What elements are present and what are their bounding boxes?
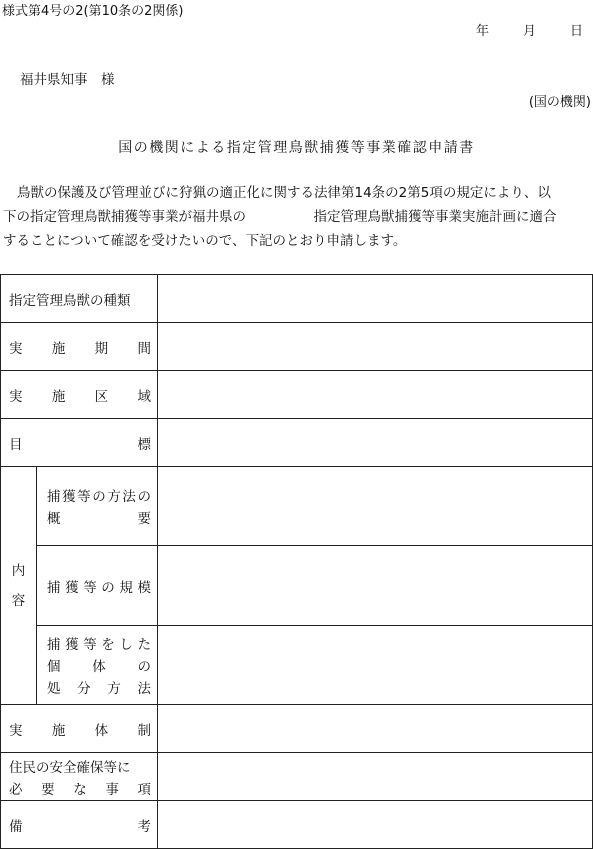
form-number: 様式第4号の2(第10条の2関係) — [2, 4, 184, 19]
content-label: 内 容 — [1, 467, 37, 705]
implementation-system-field[interactable] — [158, 705, 593, 753]
statement-line-3: することについて確認を受けたいので、下記のとおり申請します。 — [3, 233, 407, 249]
implementation-system-label: 実 施 体 制 — [1, 705, 158, 753]
period-label: 実 施 期 間 — [1, 323, 158, 371]
table-row — [1, 371, 593, 419]
statement-line-2: 下の指定管理鳥獣捕獲等事業が福井県の 指定管理鳥獣捕獲等事業実施計画に適合 — [3, 209, 557, 225]
addressee: 福井県知事 様 — [20, 72, 115, 88]
application-statement — [3, 181, 591, 253]
capture-scale-field[interactable] — [158, 546, 593, 626]
table-row — [1, 705, 593, 753]
capture-scale-label: 捕 獲 等 の 規 模 — [37, 546, 158, 626]
table-row — [1, 753, 593, 801]
date-year-label: 年 — [475, 24, 489, 39]
species-label: 指定管理鳥獣の種類 — [1, 275, 158, 323]
area-field[interactable] — [158, 371, 593, 419]
table-row — [1, 323, 593, 371]
applicant-organization: (国の機関) — [528, 95, 591, 110]
remarks-label: 備 考 — [1, 801, 158, 849]
date-month-label: 月 — [522, 24, 536, 39]
application-date — [476, 20, 583, 39]
table-row — [1, 801, 593, 849]
application-form-table — [0, 274, 593, 849]
statement-line-1: 鳥獣の保護及び管理並びに狩猟の適正化に関する法律第14条の2第5項の規定により、以 — [17, 185, 551, 201]
period-field[interactable] — [158, 323, 593, 371]
disposal-method-label: 捕 獲 等 を し た 個 体 の 処 分 方 法 — [37, 626, 158, 705]
area-label: 実 施 区 域 — [1, 371, 158, 419]
table-row — [1, 467, 593, 546]
species-field[interactable] — [158, 275, 593, 323]
method-summary-field[interactable] — [158, 467, 593, 546]
resident-safety-label: 住民の安全確保等に 必 要 な 事 項 — [1, 753, 158, 801]
table-row — [1, 419, 593, 467]
target-label: 目 標 — [1, 419, 158, 467]
table-row — [1, 275, 593, 323]
table-row — [1, 546, 593, 626]
target-field[interactable] — [158, 419, 593, 467]
remarks-field[interactable] — [158, 801, 593, 849]
disposal-method-field[interactable] — [158, 626, 593, 705]
resident-safety-field[interactable] — [158, 753, 593, 801]
document-title: 国の機関による指定管理鳥獣捕獲等事業確認申請書 — [118, 140, 475, 156]
table-row — [1, 626, 593, 705]
date-day-label: 日 — [569, 24, 583, 39]
method-summary-label: 捕 獲 等 の 方 法 の 概 要 — [37, 467, 158, 546]
